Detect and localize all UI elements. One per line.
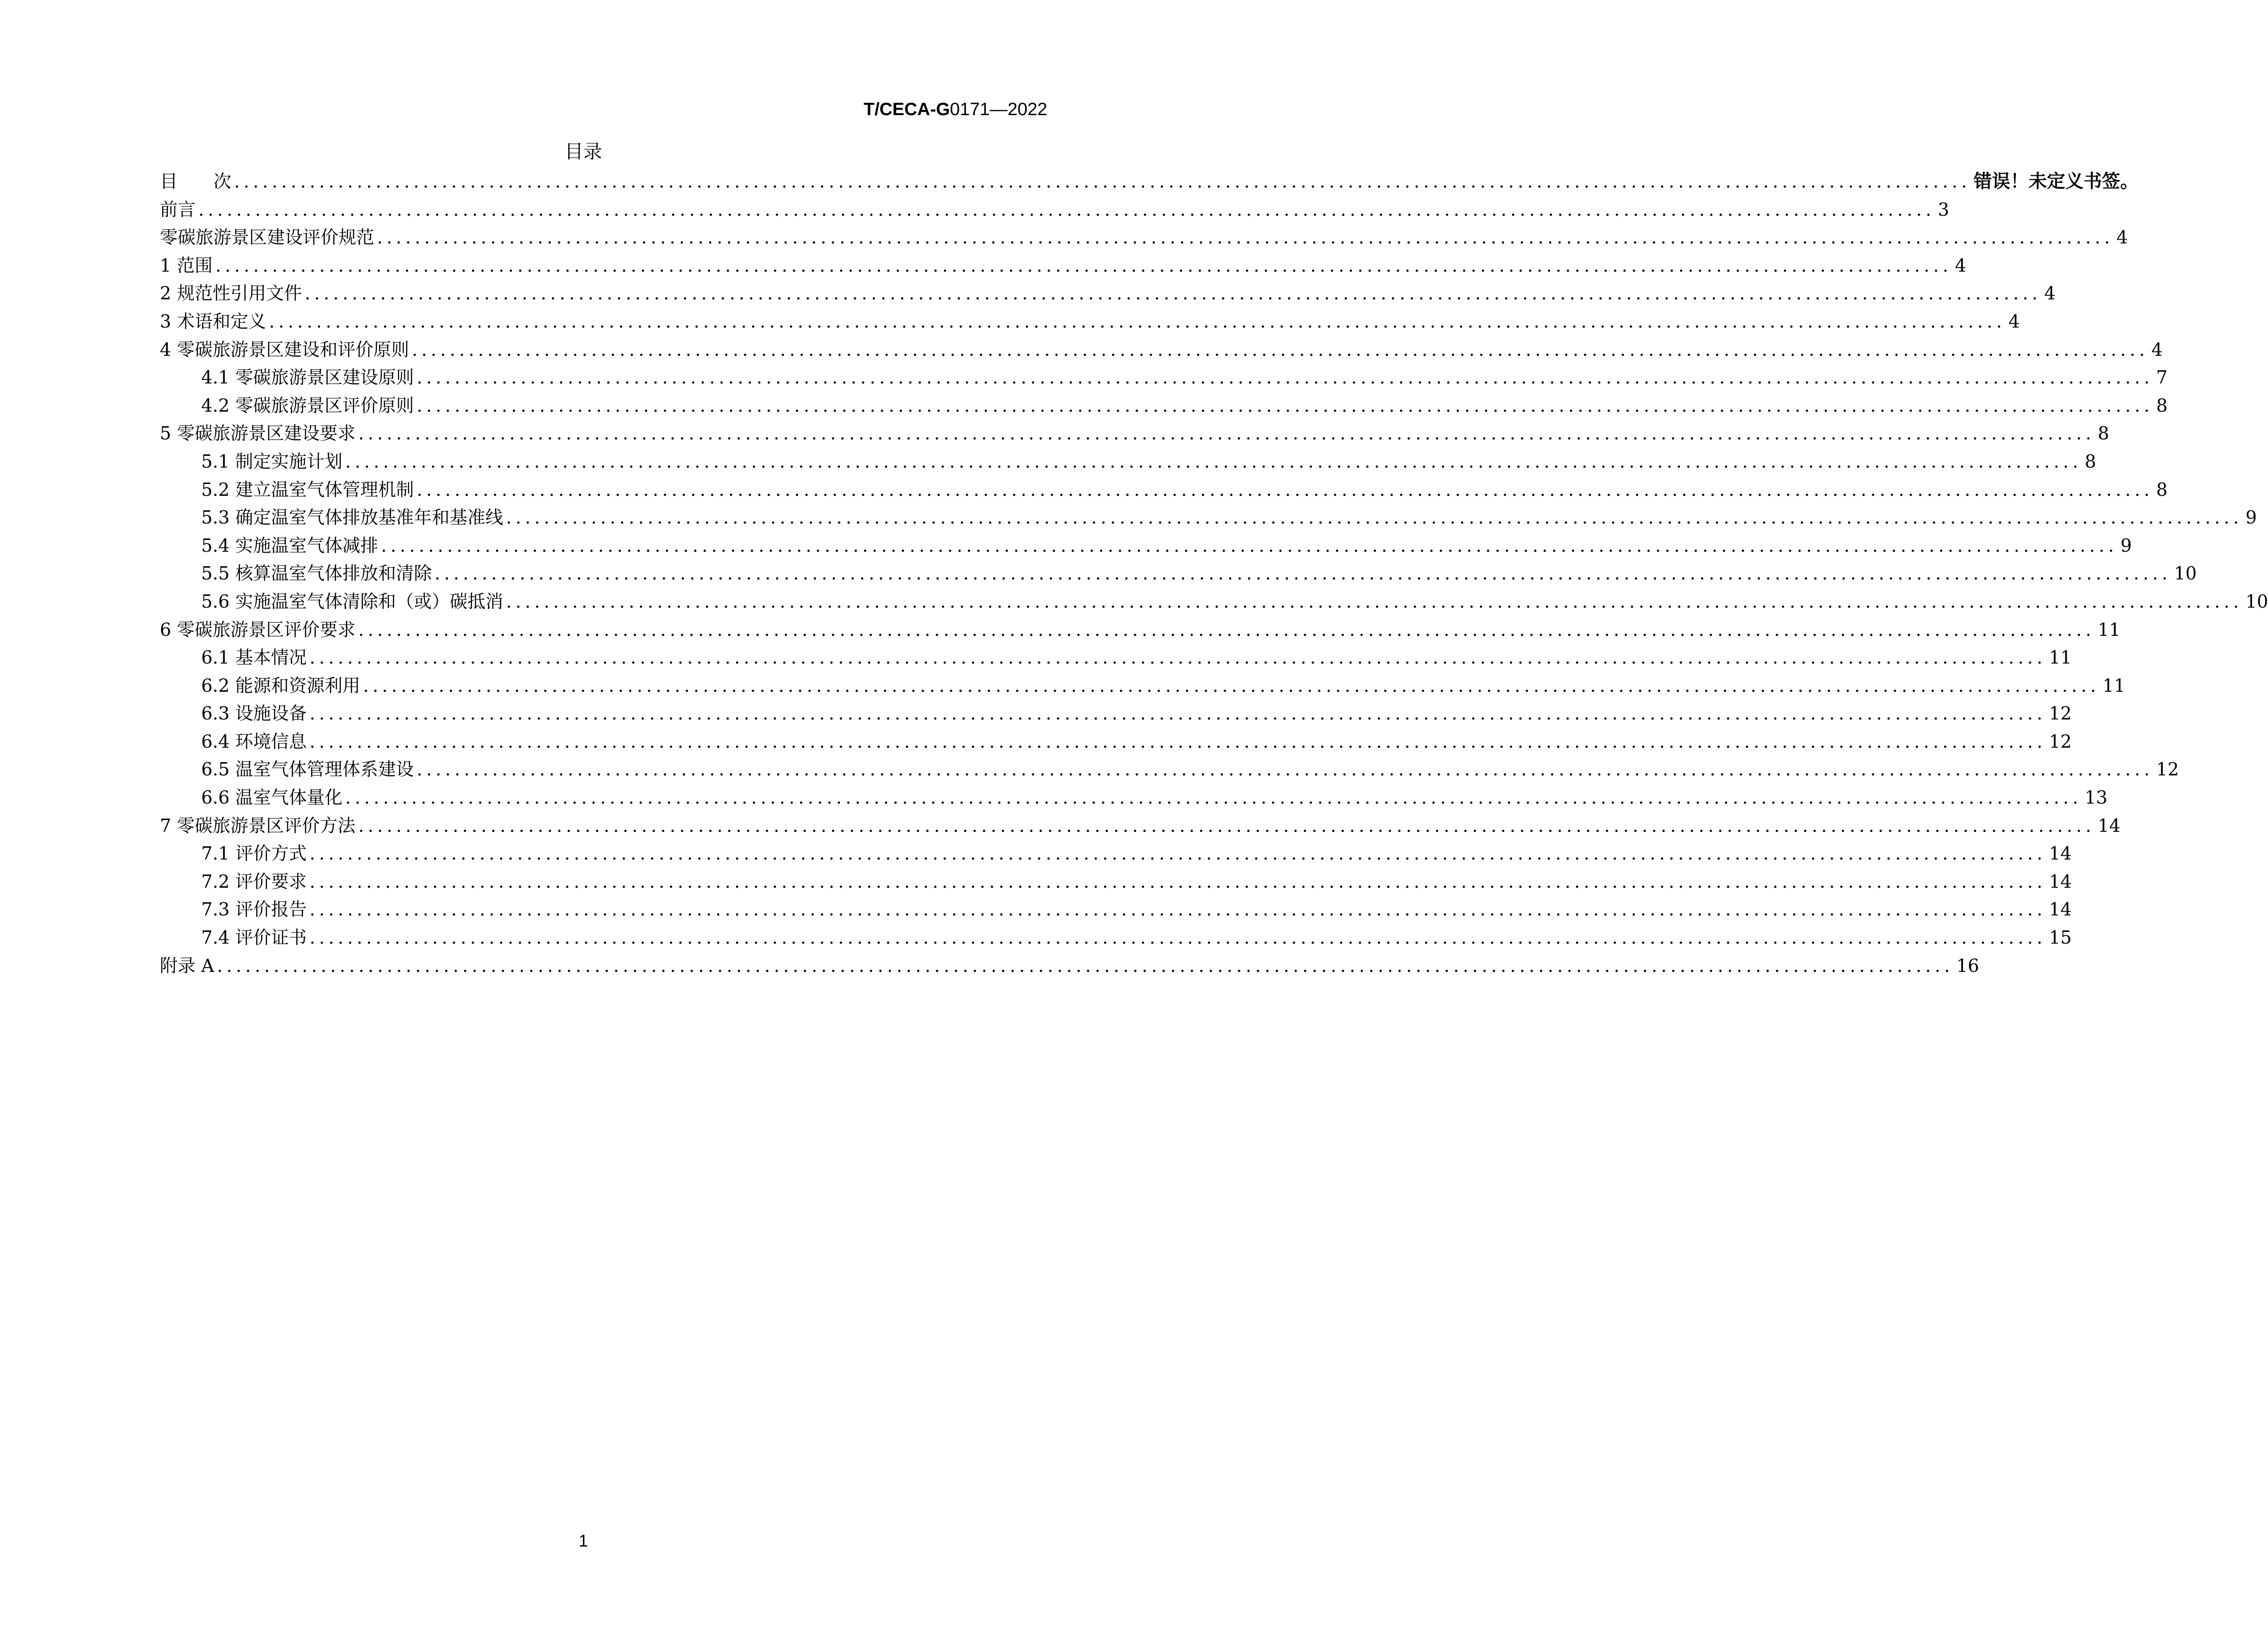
toc-entry[interactable]: [160, 700, 2072, 728]
toc-dot-leader: ........................................................................................................................................................................................: [358, 815, 2095, 836]
toc-dot-leader: ........................................................................................................................................................................................: [269, 311, 2006, 332]
toc-entry-label: 6.6 温室气体量化: [201, 787, 343, 808]
toc-dot-leader: ........................................................................................................................................................................................: [215, 255, 1952, 276]
toc-entry-page: 4: [2116, 227, 2128, 248]
toc-dot-leader: ........................................................................................................................................................................................: [198, 199, 1935, 220]
toc-entry-label: 4 零碳旅游景区建设和评价原则: [160, 339, 409, 360]
toc-entry-page: 7: [2156, 367, 2168, 388]
toc-dot-leader: ........................................................................................................................................................................................: [381, 535, 2118, 556]
toc-entry-page: 15: [2049, 927, 2072, 948]
toc-dot-leader: ........................................................................................................................................................................................: [309, 927, 2047, 948]
toc-entry-page: 10: [2245, 591, 2268, 612]
toc-dot-leader: ........................................................................................................................................................................................: [416, 367, 2154, 388]
toc-dot-leader: ........................................................................................................................................................................................: [506, 507, 2243, 528]
toc-entry-label: 3 术语和定义: [160, 311, 267, 332]
toc-entry-label: 5.4 实施温室气体减排: [201, 535, 378, 556]
toc-dot-leader: ........................................................................................................................................................................................: [358, 423, 2095, 444]
toc-dot-leader: ........................................................................................................................................................................................: [363, 675, 2100, 696]
toc-entry-page: 10: [2174, 563, 2197, 584]
toc-entry[interactable]: [160, 784, 2108, 812]
toc-entry[interactable]: [160, 420, 2110, 448]
toc-dot-leader: ........................................................................................................................................................................................: [416, 395, 2154, 416]
toc-entry[interactable]: [160, 224, 2128, 252]
toc-dot-leader: ........................................................................................................................................................................................: [217, 955, 1954, 976]
document-code-prefix: T/CECA-G: [863, 100, 950, 119]
toc-entry[interactable]: [160, 448, 2096, 476]
toc-entry[interactable]: [160, 868, 2072, 896]
toc-entry-page: 3: [1938, 199, 1949, 220]
toc-entry-page: 12: [2049, 703, 2072, 724]
toc-entry-label: 目 次: [160, 171, 232, 192]
toc-entry[interactable]: [160, 756, 2179, 784]
toc-entry-page: 14: [2049, 843, 2072, 864]
document-code: [863, 100, 1047, 120]
toc-entry-page: 11: [2103, 675, 2126, 696]
toc-entry-label: 零碳旅游景区建设评价规范: [160, 227, 375, 248]
toc-dot-leader: ........................................................................................................................................................................................: [309, 843, 2047, 864]
toc-dot-leader: ........................................................................................................................................................................................: [309, 647, 2047, 668]
toc-dot-leader: ........................................................................................................................................................................................: [416, 479, 2154, 500]
toc-entry[interactable]: [160, 560, 2197, 588]
toc-entry[interactable]: [160, 728, 2072, 756]
toc-dot-leader: ........................................................................................................................................................................................: [309, 871, 2047, 892]
toc-entry[interactable]: [160, 924, 2072, 952]
toc-entry-label: 前言: [160, 199, 196, 220]
toc-entry[interactable]: [160, 336, 2163, 364]
toc-entry-page: 13: [2085, 787, 2108, 808]
toc-entry-label: 2 规范性引用文件: [160, 283, 302, 304]
toc-entry-label: 5.6 实施温室气体清除和（或）碳抵消: [201, 591, 503, 612]
toc-dot-leader: ........................................................................................................................................................................................: [234, 171, 1971, 192]
page-number: 1: [578, 1531, 589, 1550]
toc-dot-leader: ........................................................................................................................................................................................: [434, 563, 2172, 584]
toc-dot-leader: ........................................................................................................................................................................................: [506, 591, 2243, 612]
toc-dot-leader: ........................................................................................................................................................................................: [309, 703, 2047, 724]
toc-list: [160, 168, 2268, 980]
toc-entry-page: 错误！未定义书签。: [1973, 171, 2139, 192]
toc-entry-page: 4: [2008, 311, 2020, 332]
toc-dot-leader: ........................................................................................................................................................................................: [358, 619, 2095, 640]
toc-entry-label: 4.1 零碳旅游景区建设原则: [201, 367, 414, 388]
toc-entry[interactable]: [160, 392, 2168, 420]
toc-entry-page: 9: [2120, 535, 2132, 556]
toc-entry-page: 9: [2245, 507, 2257, 528]
toc-entry-label: 7.2 评价要求: [201, 871, 307, 892]
toc-entry-label: 6 零碳旅游景区评价要求: [160, 619, 356, 640]
toc-entry[interactable]: [160, 504, 2257, 532]
toc-entry[interactable]: [160, 280, 2056, 308]
toc-title: 目录: [565, 141, 602, 163]
toc-entry-label: 5.1 制定实施计划: [201, 451, 343, 472]
toc-entry-page: 8: [2156, 395, 2168, 416]
toc-entry-page: 16: [1956, 955, 1979, 976]
toc-entry[interactable]: [160, 476, 2168, 504]
toc-dot-leader: ........................................................................................................................................................................................: [416, 759, 2154, 780]
toc-entry-label: 6.5 温室气体管理体系建设: [201, 759, 414, 780]
toc-entry[interactable]: [160, 616, 2121, 644]
toc-entry-page: 4: [2044, 283, 2056, 304]
toc-entry[interactable]: [160, 812, 2121, 840]
toc-entry[interactable]: [160, 532, 2132, 560]
toc-entry-label: 6.3 设施设备: [201, 703, 307, 724]
toc-entry-page: 8: [2085, 451, 2096, 472]
toc-dot-leader: ........................................................................................................................................................................................: [345, 451, 2082, 472]
toc-entry-label: 5.3 确定温室气体排放基准年和基准线: [201, 507, 503, 528]
toc-entry-label: 附录 A: [160, 955, 214, 976]
toc-dot-leader: ........................................................................................................................................................................................: [377, 227, 2114, 248]
toc-entry-label: 6.2 能源和资源利用: [201, 675, 361, 696]
toc-entry-page: 4: [2151, 339, 2163, 360]
toc-entry-page: 14: [2097, 815, 2121, 836]
toc-entry-label: 7.1 评价方式: [201, 843, 307, 864]
toc-entry-page: 11: [2097, 619, 2121, 640]
toc-entry[interactable]: [160, 588, 2268, 616]
toc-entry[interactable]: [160, 952, 1979, 980]
toc-entry[interactable]: [160, 168, 2139, 196]
toc-entry-page: 12: [2156, 759, 2179, 780]
toc-entry-page: 4: [1954, 255, 1967, 276]
toc-entry-page: 12: [2049, 731, 2072, 752]
toc-entry-page: 8: [2097, 423, 2110, 444]
toc-entry[interactable]: [160, 896, 2072, 924]
toc-entry-label: 6.4 环境信息: [201, 731, 307, 752]
toc-entry-label: 7 零碳旅游景区评价方法: [160, 815, 356, 836]
toc-entry-label: 4.2 零碳旅游景区评价原则: [201, 395, 414, 416]
toc-entry-page: 11: [2049, 647, 2072, 668]
toc-entry-label: 5.2 建立温室气体管理机制: [201, 479, 414, 500]
toc-entry-label: 1 范围: [160, 255, 213, 276]
toc-entry[interactable]: [160, 672, 2126, 700]
toc-entry-label: 7.3 评价报告: [201, 899, 307, 920]
toc-entry-label: 5 零碳旅游景区建设要求: [160, 423, 356, 444]
toc-entry[interactable]: [160, 644, 2072, 672]
toc-entry[interactable]: [160, 196, 1949, 224]
toc-entry-page: 14: [2049, 871, 2072, 892]
toc-entry-page: 8: [2156, 479, 2168, 500]
toc-entry[interactable]: [160, 364, 2168, 392]
toc-dot-leader: ........................................................................................................................................................................................: [345, 787, 2082, 808]
toc-entry-label: 5.5 核算温室气体排放和清除: [201, 563, 432, 584]
toc-entry-label: 7.4 评价证书: [201, 927, 307, 948]
toc-entry-label: 6.1 基本情况: [201, 647, 307, 668]
toc-dot-leader: ........................................................................................................................................................................................: [412, 339, 2149, 360]
toc-dot-leader: ........................................................................................................................................................................................: [305, 283, 2041, 304]
document-code-number: 0171—2022: [950, 100, 1047, 119]
toc-dot-leader: ........................................................................................................................................................................................: [309, 899, 2047, 920]
toc-entry[interactable]: [160, 308, 2020, 336]
toc-entry[interactable]: [160, 252, 1967, 280]
toc-dot-leader: ........................................................................................................................................................................................: [309, 731, 2047, 752]
toc-entry-page: 14: [2049, 899, 2072, 920]
toc-entry[interactable]: [160, 840, 2072, 868]
